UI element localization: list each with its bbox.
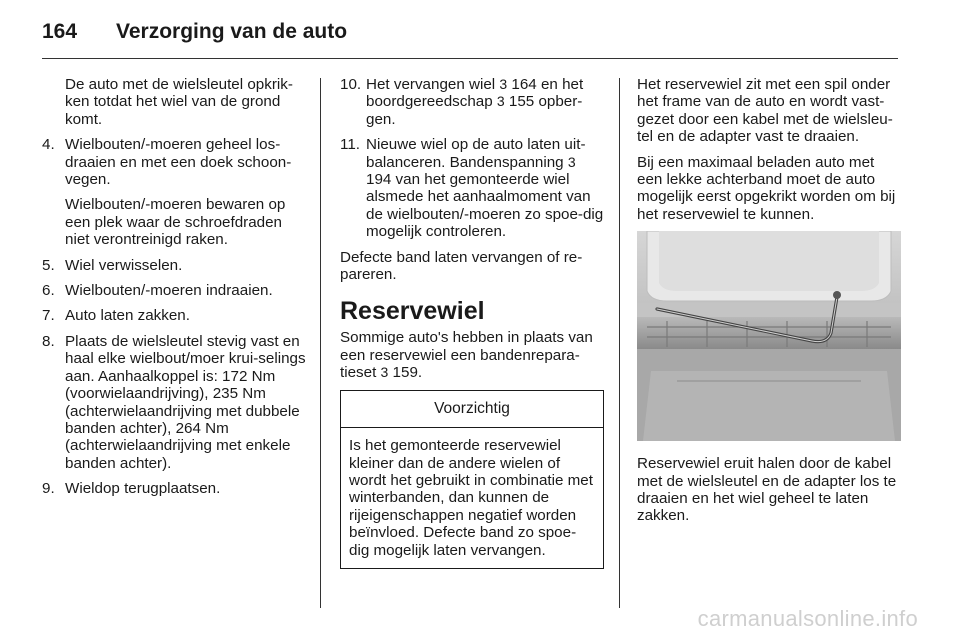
- step-text: 155 opber-gen.: [366, 93, 583, 128]
- column-divider-2: [619, 78, 620, 608]
- step-number: 4.: [42, 136, 55, 154]
- column-divider-1: [320, 78, 321, 608]
- step-number: 5.: [42, 256, 55, 274]
- caution-body: Is het gemonteerde reservewiel kleiner dan de andere wielen of wordt het gebruikt in combinatie met winterbanden, dan kunnen de rijeigenschappen negatief worden beïnvloed. Defecte band zo spoe-dig mogelijk laten vervangen.: [349, 437, 593, 559]
- step-11: [340, 136, 604, 240]
- step-text: Wieldop terugplaatsen.: [65, 480, 221, 498]
- reserve-intro: [340, 329, 604, 381]
- step-7: [42, 307, 306, 324]
- caution-title: Voorzichtig: [341, 391, 603, 428]
- step-8: [42, 333, 306, 472]
- caution-box: [340, 390, 604, 569]
- step-number: 10.: [340, 76, 362, 93]
- step-text: Nieuwe wiel op de auto laten uit-balanceren. Bandenspanning: [366, 136, 586, 171]
- column-2: [340, 76, 604, 569]
- step-number: 9.: [42, 480, 55, 498]
- paragraph-loaded: Bij een maximaal beladen auto met een lekke achterband moet de auto mogelijk eerst opgekrikt worden om bij het reservewiel te kunnen.: [637, 153, 896, 223]
- step-4: [42, 136, 306, 188]
- page-title: Verzorging van de auto: [116, 20, 348, 43]
- page-reference-icon: 3: [567, 153, 576, 170]
- header-divider: [42, 58, 898, 59]
- step-text: Wiel verwisselen.: [65, 256, 183, 274]
- page-reference-icon: 3: [496, 93, 505, 110]
- page-reference-icon: 3: [380, 364, 389, 381]
- section-heading: Reservewiel: [340, 297, 485, 326]
- column-3: [637, 76, 903, 533]
- watermark: carmanualsonline.info: [697, 606, 918, 631]
- page-header: [42, 20, 347, 44]
- step-number: 8.: [42, 332, 55, 350]
- step-text: 194 van het gemonteerde wiel alsmede het aanhaalmoment van de wielbouten/-moeren zo spoe-dig mogelijk controleren.: [366, 171, 604, 241]
- step-text: Wielbouten/-moeren geheel los-draaien en met een doek schoon-vegen.: [65, 136, 292, 189]
- defect-note: Defecte band laten vervangen of re-pareren.: [340, 248, 583, 284]
- step-text: Het vervangen wiel: [366, 76, 500, 93]
- step-number: 7.: [42, 307, 55, 325]
- step-10: [340, 76, 604, 128]
- step-9: [42, 480, 306, 497]
- step-number: 11.: [340, 136, 360, 154]
- step-text: Wielbouten/-moeren indraaien.: [65, 282, 273, 300]
- step-text: 164 en het boordgereedschap: [366, 76, 584, 111]
- step-6: [42, 282, 306, 299]
- spare-wheel-photo: [637, 231, 901, 441]
- step-3-continuation: De auto met de wielsleutel opkrik-ken totdat het wiel van de grond komt.: [65, 76, 293, 128]
- step-text: Auto laten zakken.: [65, 307, 190, 325]
- page-reference-icon: 3: [499, 76, 508, 92]
- step-5: [42, 257, 306, 274]
- page-number: 164: [42, 20, 78, 43]
- step-4-note: Wielbouten/-moeren bewaren op een plek waar de schroefdraden niet verontreinigd raken.: [65, 196, 286, 249]
- paragraph-spindle: Het reservewiel zit met een spil onder het frame van de auto en wordt vast-gezet door een kabel met de wielsleu-tel en de adapter vast te draaien.: [637, 76, 893, 146]
- step-number: 6.: [42, 282, 55, 300]
- reserve-intro-page: 159.: [388, 364, 423, 382]
- step-text: Plaats de wielsleutel stevig vast en haal elke wielbout/moer krui-selings aan. Aanhaalkoppel is: 172 Nm (voorwielaandrijving), 235 Nm (achterwielaandrijving met dubbele banden achter), 264 Nm (achterwielaandrijving met enkele banden achter).: [65, 332, 306, 472]
- column-1: [42, 76, 306, 506]
- paragraph-remove: Reservewiel eruit halen door de kabel met de wielsleutel en de adapter los te draaien en het wiel geheel te laten zakken.: [637, 455, 897, 525]
- reserve-intro-text: Sommige auto's hebben in plaats van een reservewiel een bandenrepara-tieset: [340, 329, 593, 382]
